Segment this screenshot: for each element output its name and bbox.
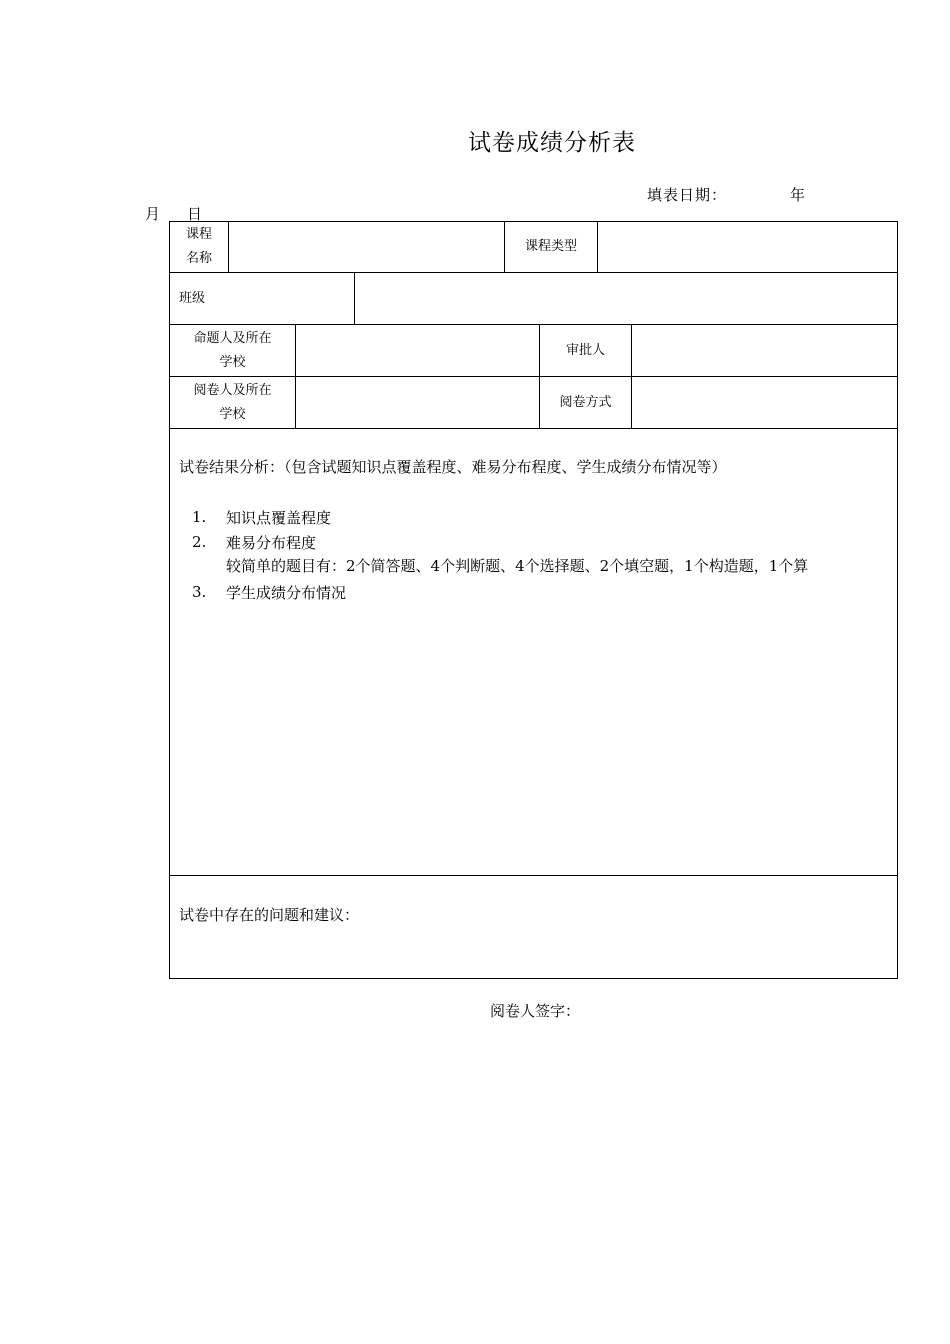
list-item-number: 2. [192, 533, 207, 551]
date-year-label: 年 [790, 186, 806, 204]
date-month-label: 月 [145, 205, 161, 223]
course-name-label: 课程 名称 [185, 227, 212, 266]
course-type-label: 课程类型 [524, 239, 577, 254]
table-rule [169, 875, 898, 876]
analysis-heading: 试卷结果分析：（包含试题知识点覆盖程度、难易分布程度、学生成绩分布情况等） [179, 458, 727, 476]
grader-signature-label: 阅卷人签字： [490, 1002, 581, 1020]
grading-method-label: 阅卷方式 [559, 394, 612, 410]
list-item: 知识点覆盖程度 [226, 509, 332, 527]
date-day-label: 日 [187, 205, 203, 223]
list-item: 学生成绩分布情况 [226, 584, 347, 602]
table-rule [169, 428, 898, 429]
difficulty-detail: 较简单的题目有：2个简答题、4个判断题、4个选择题、2个填空题，1个构造题，1个算 [226, 557, 809, 575]
list-item-number: 3. [192, 583, 207, 601]
issues-suggestions-label: 试卷中存在的问题和建议： [179, 906, 360, 924]
list-item: 难易分布程度 [226, 534, 317, 552]
class-label: 班级 [179, 290, 206, 306]
list-item-number: 1. [192, 508, 207, 526]
page-title: 试卷成绩分析表 [468, 130, 636, 156]
table-rule [228, 221, 229, 273]
setter-label: 命题人及所在 学校 [193, 330, 272, 370]
table-rule [631, 324, 632, 429]
grader-label: 阅卷人及所在 学校 [193, 382, 272, 422]
table-rule [354, 272, 355, 325]
table-rule [295, 324, 296, 429]
approver-label: 审批人 [565, 342, 605, 358]
fill-date-label: 填表日期： [647, 186, 728, 204]
table-rule [597, 221, 598, 273]
